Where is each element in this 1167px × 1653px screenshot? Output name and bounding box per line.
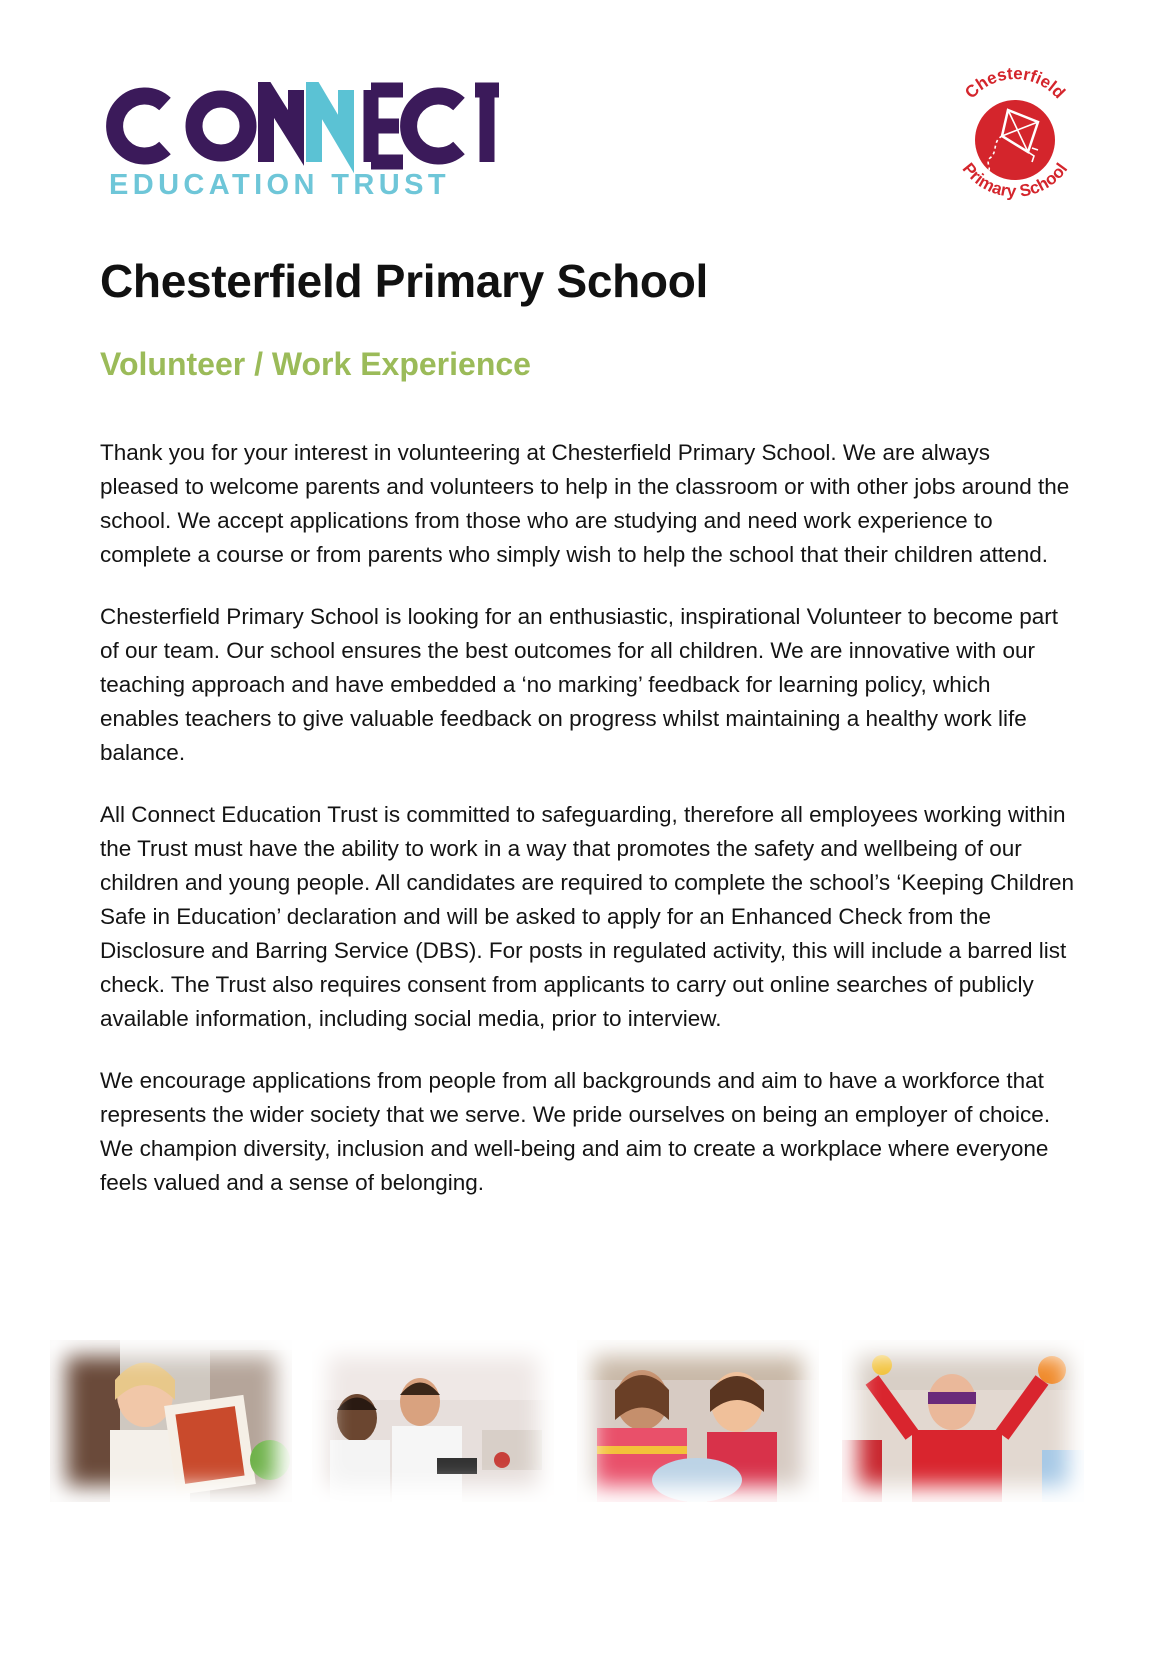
logo-letter-n2 [314, 90, 346, 162]
paragraph-diversity: We encourage applications from people from all backgrounds and aim to have a workforce that represents the wider society that we serve. We pride ourselves on being an employer of choice. We champion diversity, inclusion and well-being and aim to create a workplace where everyone feels valued and a sense of belonging. [100, 1068, 1051, 1195]
photo-children-playing [577, 1340, 819, 1502]
photo-child-with-artwork [50, 1340, 292, 1502]
logo-letter-o [194, 99, 248, 153]
school-logo [940, 52, 1090, 227]
photo-children-science [312, 1340, 554, 1502]
logo-letter-c1 [115, 96, 165, 156]
paragraph-intro: Thank you for your interest in volunteering at Chesterfield Primary School. We are always pleased to welcome parents and volunteers to help in the classroom or with other jobs around the school. We accept applications from those who are studying and need work experience to complete a course or from parents who simply wish to help the school that their children attend. [100, 440, 1070, 567]
logo-letter-c2 [409, 96, 459, 156]
school-logo-top-text: Chesterfield [961, 63, 1069, 103]
school-badge [940, 52, 1090, 227]
trust-logo-subtitle: EDUCATION TRUST [109, 169, 450, 201]
page-title: Chesterfield Primary School [100, 255, 708, 307]
trust-logo [103, 82, 543, 202]
logo-letter-e [371, 90, 403, 162]
logo-letter-t [475, 90, 499, 162]
school-logo-bottom-text: Primary School [958, 159, 1072, 201]
page-subtitle: Volunteer / Work Experience [100, 346, 531, 382]
photo-strip [50, 1340, 1095, 1502]
logo-letter-n1 [266, 90, 296, 162]
photo-children-costumes [842, 1340, 1084, 1502]
paragraph-role: Chesterfield Primary School is looking for an enthusiastic, inspirational Volunteer to become part of our team. Our school ensures the best outcomes for all children. We are innovative with our teaching approach and have embedded a ‘no marking’ feedback for learning policy, which enables teachers to give valuable feedback on progress whilst maintaining a healthy work life balance. [100, 604, 1058, 765]
body-text [100, 436, 1075, 1200]
paragraph-safeguarding: All Connect Education Trust is committed to safeguarding, therefore all employees working within the Trust must have the ability to work in a way that promotes the safety and wellbeing of our children and young people. All candidates are required to complete the school’s ‘Keeping Children Safe in Education’ declaration and will be asked to apply for an Enhanced Check from the Disclosure and Barring Service (DBS). For posts in regulated activity, this will include a barred list check. The Trust also requires consent from applicants to carry out online searches of publicly available information, including social media, prior to interview. [100, 802, 1074, 1031]
connect-logo-graphic [103, 82, 543, 202]
